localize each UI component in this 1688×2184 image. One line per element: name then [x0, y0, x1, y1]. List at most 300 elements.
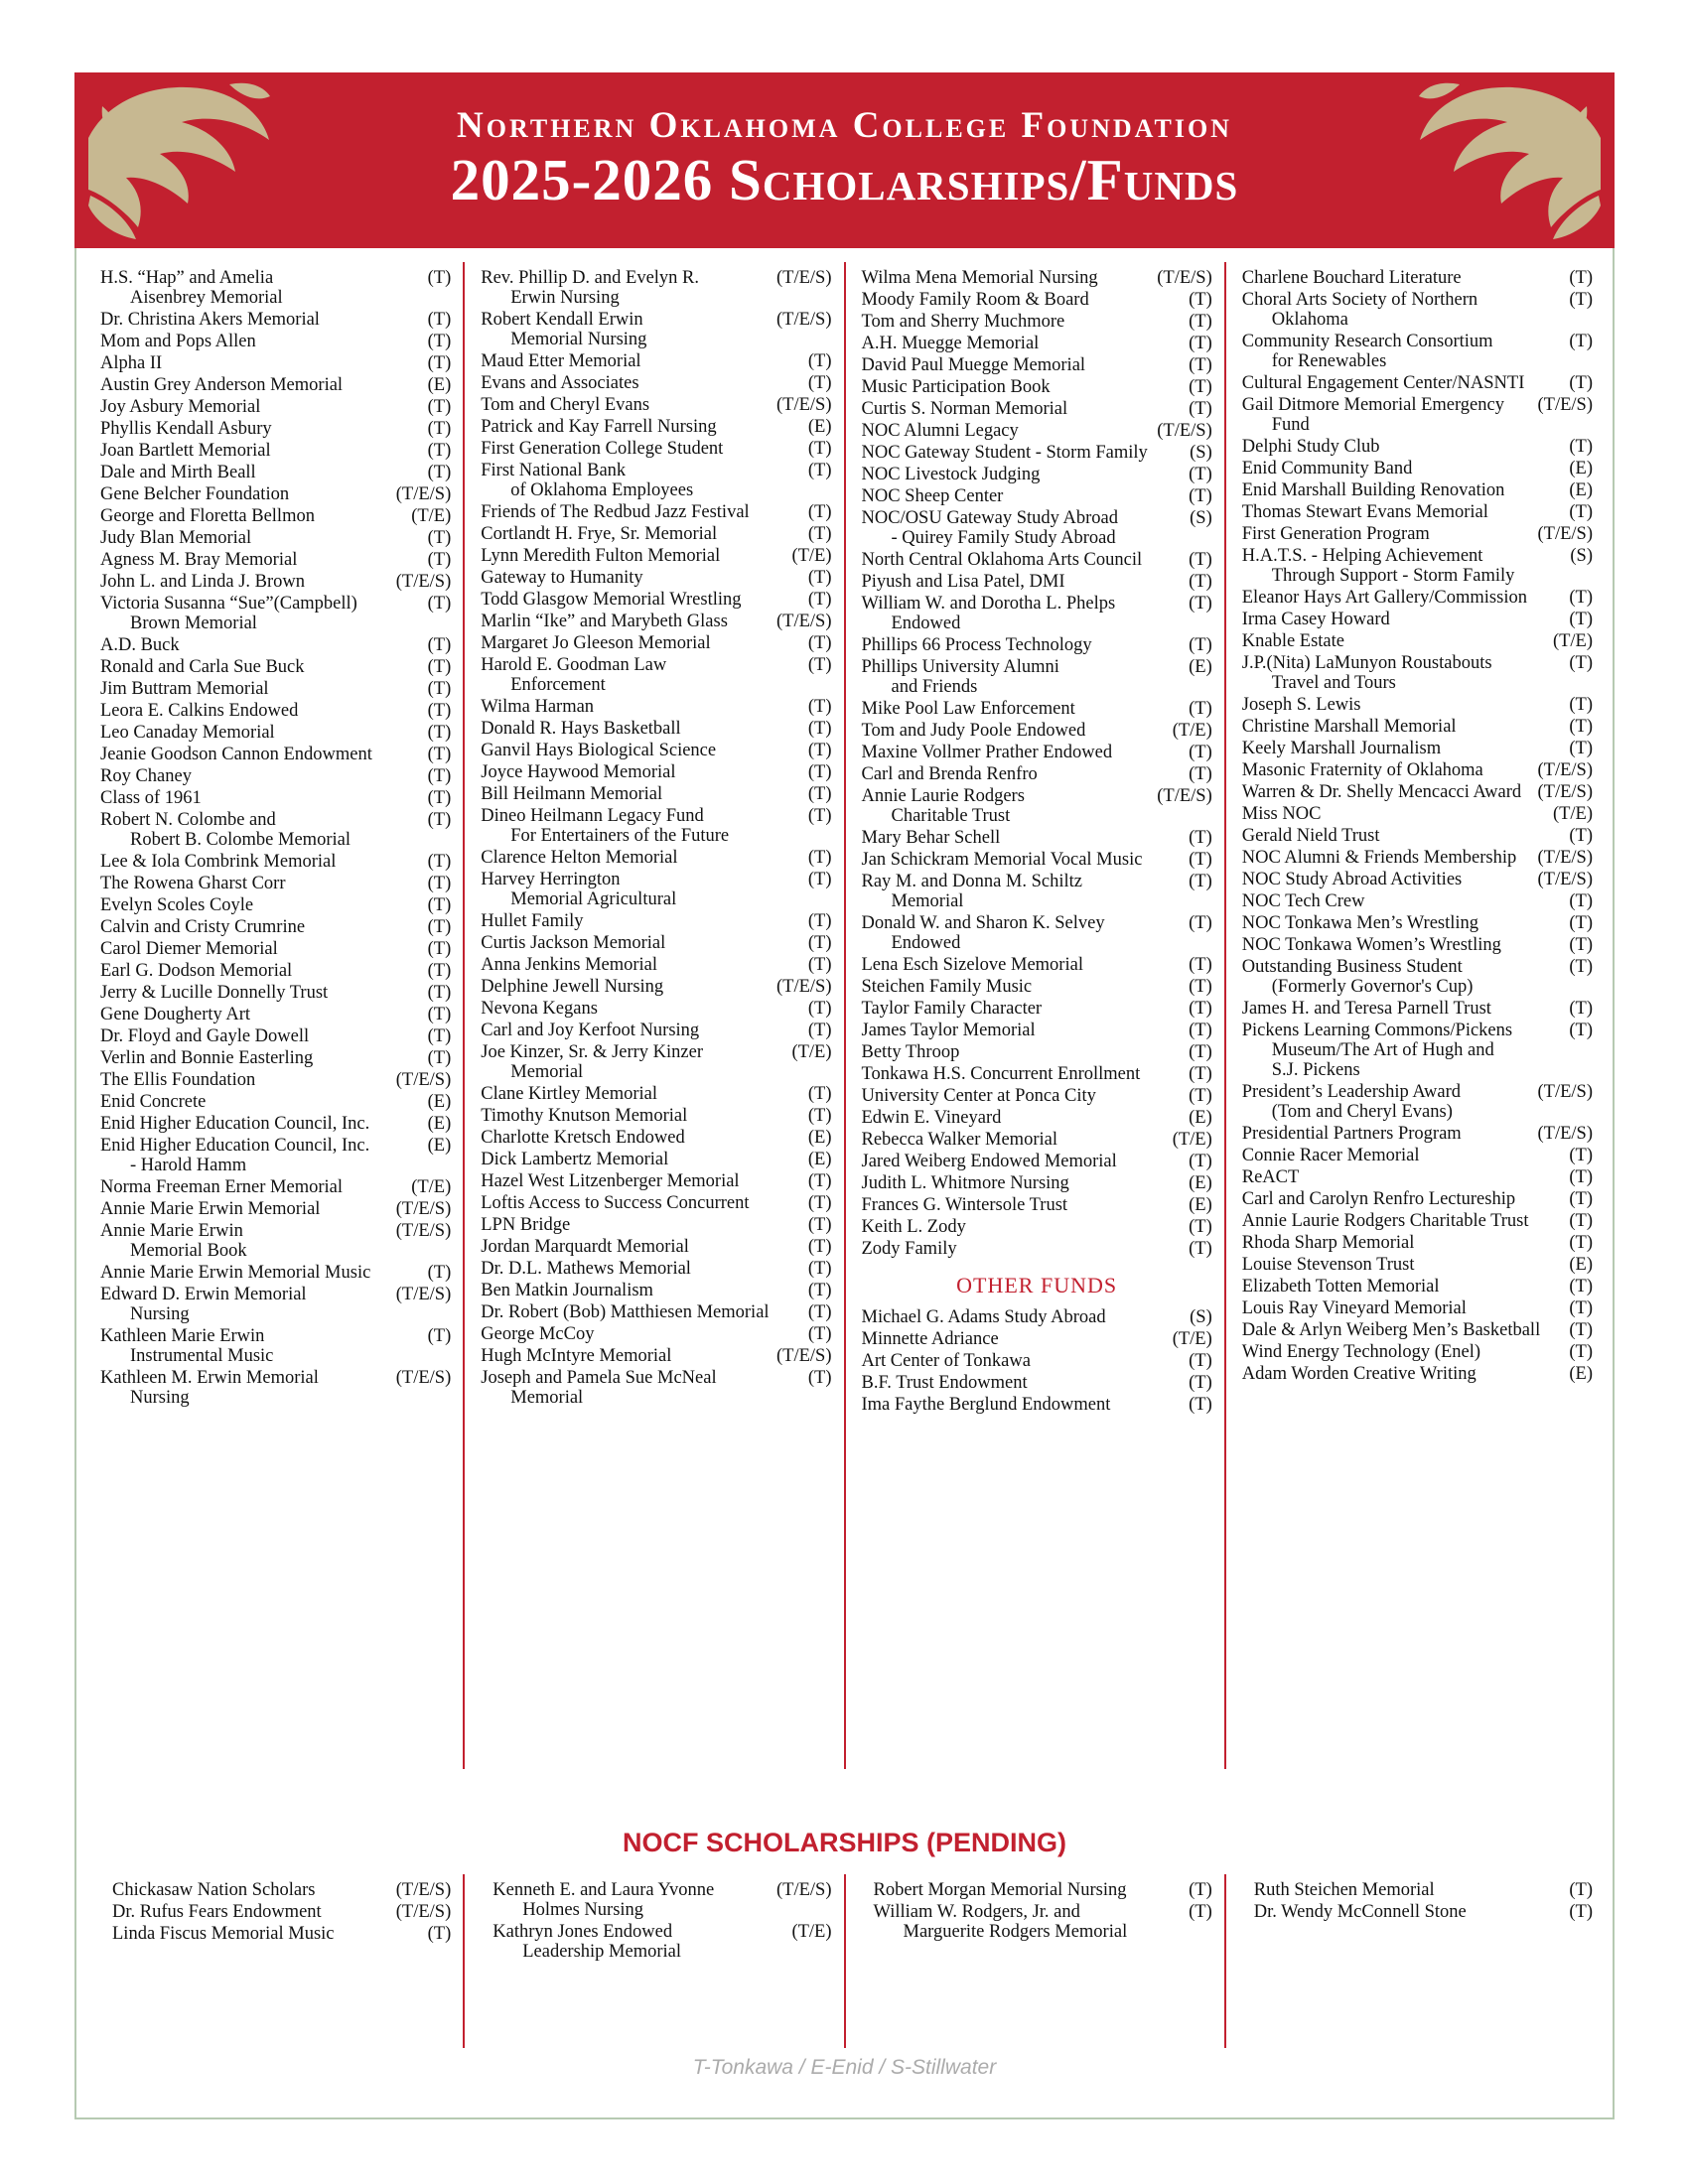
fund-entry-line	[862, 913, 1212, 933]
fund-entry	[100, 766, 451, 786]
fund-entry-line	[100, 1136, 451, 1156]
fund-name: Adam Worden Creative Writing	[1241, 1364, 1477, 1384]
fund-campus-code: (E)	[427, 1092, 452, 1112]
fund-entry	[1242, 1342, 1593, 1362]
fund-name: Clane Kirtley Memorial	[481, 1084, 658, 1104]
fund-entry	[1242, 695, 1593, 715]
fund-entry-line	[481, 1171, 831, 1191]
fund-entry	[1242, 848, 1593, 868]
fund-entry-line	[481, 502, 831, 522]
fund-name: Friends of The Redbud Jazz Festival	[481, 502, 750, 522]
fund-campus-code: (T)	[807, 848, 832, 868]
fund-entry-line	[1242, 935, 1593, 955]
fund-entry-line	[862, 743, 1212, 762]
funds-column	[844, 1874, 1224, 2048]
fund-entry-line	[481, 719, 831, 739]
fund-entry	[1242, 957, 1593, 997]
fund-name: Choral Arts Society of Northern	[1241, 290, 1478, 310]
fund-entry-line	[1242, 480, 1593, 500]
fund-entry	[100, 635, 451, 655]
fund-entry	[862, 1373, 1212, 1393]
fund-entry	[100, 1026, 451, 1046]
fund-campus-code: (T)	[427, 961, 452, 981]
fund-entry	[1242, 524, 1593, 544]
fund-entry	[1242, 546, 1593, 586]
fund-campus-code: (T)	[1569, 373, 1593, 393]
fund-entry-line	[862, 657, 1212, 677]
fund-name: Rev. Phillip D. and Evelyn R.	[481, 268, 700, 288]
fund-entry	[481, 1259, 831, 1279]
fund-entry-line	[874, 1902, 1212, 1922]
fund-campus-code: (T)	[807, 568, 832, 588]
fund-entry	[1242, 804, 1593, 824]
fund-entry-line	[1242, 957, 1593, 977]
fund-campus-code: (T)	[1189, 377, 1212, 397]
fund-entry-line	[100, 939, 451, 959]
fund-entry	[862, 913, 1212, 953]
fund-campus-code: (T)	[807, 911, 832, 931]
fund-entry	[100, 810, 451, 850]
fund-entry	[1242, 1298, 1593, 1318]
fund-campus-code: (T/E/S)	[776, 310, 832, 330]
fund-entry-line	[481, 439, 831, 459]
fund-entry-line	[862, 1217, 1212, 1237]
fund-entry	[481, 502, 831, 522]
fund-entry	[481, 1106, 831, 1126]
fund-name: First National Bank	[481, 461, 627, 480]
fund-entry	[1242, 1277, 1593, 1297]
ornament-left	[82, 78, 271, 242]
fund-name: William W. and Dorotha L. Phelps	[861, 594, 1116, 614]
fund-entry-line	[1242, 1277, 1593, 1297]
fund-entry	[100, 852, 451, 872]
fund-name: Hullet Family	[481, 911, 584, 931]
fund-name: Gene Dougherty Art	[100, 1005, 251, 1024]
fund-entry	[1242, 913, 1593, 933]
fund-entry-line	[1242, 1364, 1593, 1384]
fund-entry-line	[862, 268, 1212, 288]
fund-entry-line	[1242, 826, 1593, 846]
fund-entry	[1242, 332, 1593, 371]
fund-entry	[481, 568, 831, 588]
fund-name: Presidential Partners Program	[1241, 1124, 1462, 1144]
fund-entry-line	[1242, 1233, 1593, 1253]
fund-entry	[100, 1199, 451, 1219]
fund-name: Ganvil Hays Biological Science	[481, 741, 717, 760]
fund-campus-code: (T/E/S)	[776, 395, 832, 415]
fund-entry	[481, 1346, 831, 1366]
fund-name: Tonkawa H.S. Concurrent Enrollment	[861, 1064, 1141, 1084]
fund-name: NOC Tonkawa Men’s Wrestling	[1241, 913, 1479, 933]
fund-campus-code: (T)	[1189, 312, 1212, 332]
fund-entry-line	[481, 870, 831, 889]
fund-entry	[862, 850, 1212, 870]
fund-entry	[862, 1021, 1212, 1040]
fund-entry-line	[481, 955, 831, 975]
fund-entry	[481, 999, 831, 1019]
fund-entry-line	[481, 911, 831, 931]
fund-campus-code: (T/E/S)	[1537, 524, 1593, 544]
fund-campus-code: (T)	[427, 895, 452, 915]
fund-name: Harvey Herrington	[481, 870, 621, 889]
fund-entry-line	[862, 1373, 1212, 1393]
fund-name: Annie Marie Erwin Memorial Music	[100, 1263, 371, 1283]
fund-name: President’s Leadership Award	[1241, 1082, 1461, 1102]
fund-entry	[1242, 1211, 1593, 1231]
fund-campus-code: (T)	[807, 1106, 832, 1126]
fund-entry	[481, 1237, 831, 1257]
fund-name: Enid Marshall Building Renovation	[1241, 480, 1505, 500]
fund-entry-line	[100, 375, 451, 395]
fund-entry-line	[862, 764, 1212, 784]
fund-entry-line	[1242, 1211, 1593, 1231]
fund-campus-code: (T/E/S)	[1537, 1082, 1593, 1102]
fund-campus-code: (E)	[427, 1136, 452, 1156]
fund-name-continued: Memorial Agricultural	[510, 889, 677, 909]
fund-entry	[1242, 502, 1593, 522]
fund-name: North Central Oklahoma Arts Council	[861, 550, 1143, 570]
fund-entry-line	[112, 1880, 451, 1900]
fund-entry	[100, 1048, 451, 1068]
fund-name-continued: Leadership Memorial	[522, 1941, 682, 1962]
fund-name: Joseph S. Lewis	[1241, 695, 1361, 715]
fund-campus-code: (T)	[427, 810, 452, 830]
fund-name: Ben Matkin Journalism	[481, 1281, 653, 1300]
fund-campus-code: (T)	[427, 310, 452, 330]
fund-campus-code: (T)	[1189, 550, 1212, 570]
fund-entry-line	[1242, 631, 1593, 651]
fund-campus-code: (T)	[807, 762, 832, 782]
fund-entry-line	[1242, 1298, 1593, 1318]
fund-name: Cultural Engagement Center/NASNTI	[1241, 373, 1525, 393]
fund-entry	[862, 1108, 1212, 1128]
fund-entry	[100, 657, 451, 677]
fund-campus-code: (T/E)	[1172, 1130, 1212, 1150]
fund-name: Annie Marie Erwin Memorial	[100, 1199, 321, 1219]
fund-entry-line	[100, 1285, 451, 1304]
fund-entry	[100, 895, 451, 915]
fund-entry-line	[481, 351, 831, 371]
fund-name: Dale and Mirth Beall	[100, 463, 256, 482]
fund-entry-line	[100, 766, 451, 786]
fund-name: NOC/OSU Gateway Study Abroad	[861, 508, 1118, 528]
fund-name: Dr. Floyd and Gayle Dowell	[100, 1026, 310, 1046]
fund-campus-code: (T)	[1569, 1233, 1593, 1253]
fund-entry	[1242, 1189, 1593, 1209]
fund-entry-line	[1242, 1021, 1593, 1040]
fund-campus-code: (T/E/S)	[1157, 786, 1212, 806]
fund-entry-line	[481, 1237, 831, 1257]
fund-campus-code: (T)	[807, 741, 832, 760]
fund-entry-line	[862, 1195, 1212, 1215]
fund-name: Jordan Marquardt Memorial	[481, 1237, 689, 1257]
fund-campus-code: (T)	[1569, 739, 1593, 758]
fund-name: Lee & Iola Combrink Memorial	[100, 852, 337, 872]
fund-name-continued: Fund	[1271, 415, 1310, 435]
fund-campus-code: (T)	[427, 1026, 452, 1046]
fund-campus-code: (T)	[427, 766, 452, 786]
fund-name-continued: S.J. Pickens	[1271, 1060, 1360, 1080]
fund-name: Dr. Rufus Fears Endowment	[112, 1901, 322, 1922]
fund-name-continued: Erwin Nursing	[510, 288, 620, 308]
fund-entry-line	[100, 1092, 451, 1112]
fund-name: Jeanie Goodson Cannon Endowment	[100, 745, 372, 764]
fund-campus-code: (T/E/S)	[1537, 870, 1593, 889]
fund-name-continued: Museum/The Art of Hugh and	[1271, 1040, 1494, 1060]
fund-entry	[481, 697, 831, 717]
fund-campus-code: (T)	[427, 594, 452, 614]
fund-name: Jim Buttram Memorial	[100, 679, 269, 699]
fund-name: Ronald and Carla Sue Buck	[100, 657, 305, 677]
fund-entry-line	[100, 528, 451, 548]
fund-entry	[862, 764, 1212, 784]
fund-entry-line	[100, 310, 451, 330]
fund-campus-code: (T)	[427, 745, 452, 764]
fund-campus-code: (T)	[1189, 399, 1212, 419]
fund-name: Ruth Steichen Memorial	[1253, 1879, 1435, 1900]
fund-campus-code: (T)	[1569, 1342, 1593, 1362]
fund-name: Gail Ditmore Memorial Emergency	[1241, 395, 1504, 415]
fund-name: B.F. Trust Endowment	[861, 1373, 1028, 1394]
fund-name: Michael G. Adams Study Abroad	[861, 1307, 1106, 1328]
fund-entry	[481, 955, 831, 975]
fund-entry	[862, 594, 1212, 633]
fund-entry-line	[100, 419, 451, 439]
fund-campus-code: (T)	[1189, 1901, 1212, 1922]
fund-campus-code: (T)	[1569, 1901, 1593, 1922]
fund-campus-code: (E)	[427, 1114, 452, 1134]
fund-entry	[1242, 782, 1593, 802]
header-banner	[74, 72, 1615, 248]
fund-entry	[481, 655, 831, 695]
fund-entry	[492, 1922, 831, 1962]
fund-name: Anna Jenkins Memorial	[481, 955, 658, 975]
fund-entry	[862, 1173, 1212, 1193]
fund-name-continued: Endowed	[891, 614, 961, 633]
fund-name-continued: Charitable Trust	[891, 806, 1011, 826]
fund-name-continued: - Quirey Family Study Abroad	[891, 528, 1116, 548]
fund-name: Steichen Family Music	[861, 977, 1033, 997]
fund-campus-code: (T)	[1569, 1189, 1593, 1209]
fund-name: Jan Schickram Memorial Vocal Music	[861, 850, 1143, 870]
fund-entry-line	[481, 999, 831, 1019]
fund-campus-code: (T)	[807, 719, 832, 739]
fund-entry-line	[1242, 588, 1593, 608]
fund-name: James Taylor Memorial	[861, 1021, 1036, 1040]
fund-campus-code: (T)	[807, 1368, 832, 1388]
fund-campus-code: (T)	[427, 657, 452, 677]
fund-campus-code: (T)	[1189, 572, 1212, 592]
fund-entry-line	[100, 788, 451, 808]
fund-campus-code: (T)	[1189, 1021, 1212, 1040]
fund-campus-code: (T)	[1569, 957, 1593, 977]
fund-entry	[481, 1193, 831, 1213]
fund-entry	[862, 572, 1212, 592]
fund-entry-line	[481, 395, 831, 415]
fund-name: Joy Asbury Memorial	[100, 397, 261, 417]
fund-entry	[481, 524, 831, 544]
fund-entry	[862, 1217, 1212, 1237]
fund-name: Norma Freeman Erner Memorial	[100, 1177, 344, 1197]
fund-campus-code: (T)	[427, 353, 452, 373]
fund-entry-line	[100, 810, 451, 830]
fund-name: Enid Higher Education Council, Inc.	[100, 1114, 370, 1134]
fund-entry	[1242, 1082, 1593, 1122]
fund-entry	[100, 723, 451, 743]
fund-name: Cortlandt H. Frye, Sr. Memorial	[481, 524, 718, 544]
fund-campus-code: (E)	[1569, 1255, 1593, 1275]
header-title: 2025-2026 Scholarships/Funds	[450, 147, 1239, 213]
fund-entry-line	[481, 1302, 831, 1322]
fund-campus-code: (T)	[1189, 743, 1212, 762]
fund-campus-code: (T)	[807, 955, 832, 975]
fund-campus-code: (T)	[1189, 1042, 1212, 1062]
fund-name: John L. and Linda J. Brown	[100, 572, 306, 592]
fund-entry	[862, 977, 1212, 997]
fund-entry-line	[862, 1021, 1212, 1040]
fund-entry	[100, 983, 451, 1003]
fund-entry-line	[481, 1128, 831, 1148]
fund-entry-line	[862, 399, 1212, 419]
fund-name-continued: Memorial	[510, 1062, 584, 1082]
fund-entry	[1242, 1233, 1593, 1253]
fund-name: Louis Ray Vineyard Memorial	[1241, 1298, 1467, 1318]
fund-entry-line	[1254, 1880, 1593, 1900]
fund-entry-line	[862, 721, 1212, 741]
fund-name: Class of 1961	[100, 788, 202, 808]
fund-campus-code: (T)	[807, 784, 832, 804]
fund-entry	[874, 1880, 1212, 1900]
fund-campus-code: (T)	[1189, 465, 1212, 484]
fund-name: Edwin E. Vineyard	[861, 1108, 1002, 1128]
fund-campus-code: (T)	[1569, 1021, 1593, 1040]
fund-name: Curtis Jackson Memorial	[481, 933, 666, 953]
fund-name: Robert Morgan Memorial Nursing	[873, 1879, 1127, 1900]
fund-entry-line	[100, 1368, 451, 1388]
fund-entry-line	[862, 786, 1212, 806]
fund-campus-code: (T/E)	[791, 1921, 832, 1942]
fund-entry-line	[862, 1086, 1212, 1106]
fund-entry-line	[100, 635, 451, 655]
fund-entry-line	[862, 1239, 1212, 1259]
fund-entry	[481, 1324, 831, 1344]
fund-entry	[862, 1152, 1212, 1171]
fund-campus-code: (T/E/S)	[1537, 395, 1593, 415]
fund-campus-code: (T)	[1569, 1298, 1593, 1318]
fund-name: Jared Weiberg Endowed Memorial	[861, 1152, 1117, 1171]
fund-entry	[481, 1171, 831, 1191]
fund-name: Elizabeth Totten Memorial	[1241, 1277, 1440, 1297]
fund-entry-line	[100, 679, 451, 699]
fund-campus-code: (T)	[1569, 502, 1593, 522]
fund-entry-line	[481, 1150, 831, 1169]
fund-entry-line	[100, 550, 451, 570]
fund-name: Rebecca Walker Memorial	[861, 1130, 1057, 1150]
fund-name: Taylor Family Character	[861, 999, 1043, 1019]
fund-entry-line	[481, 1346, 831, 1366]
fund-entry-line	[1242, 332, 1593, 351]
fund-entry	[1242, 739, 1593, 758]
fund-entry	[1242, 290, 1593, 330]
fund-entry	[481, 719, 831, 739]
fund-name: Leora E. Calkins Endowed	[100, 701, 299, 721]
fund-campus-code: (T)	[1569, 1211, 1593, 1231]
fund-campus-code: (T/E)	[1552, 631, 1593, 651]
funds-column	[84, 262, 463, 1769]
fund-entry	[1242, 1320, 1593, 1340]
fund-entry	[862, 486, 1212, 506]
fund-entry-line	[862, 312, 1212, 332]
fund-entry	[862, 1307, 1212, 1327]
fund-campus-code: (T)	[807, 351, 832, 371]
fund-campus-code: (T)	[427, 441, 452, 461]
fund-campus-code: (T)	[1569, 695, 1593, 715]
fund-name: Hazel West Litzenberger Memorial	[481, 1171, 740, 1191]
fund-entry-line	[100, 484, 451, 504]
fund-entry	[100, 528, 451, 548]
fund-entry	[1242, 935, 1593, 955]
fund-campus-code: (T)	[807, 1215, 832, 1235]
fund-campus-code: (T)	[1189, 1239, 1212, 1259]
fund-entry	[1242, 610, 1593, 629]
fund-entry	[862, 721, 1212, 741]
fund-name-continued: Endowed	[891, 933, 961, 953]
fund-entry-line	[100, 657, 451, 677]
fund-entry	[1242, 870, 1593, 889]
fund-entry-line	[481, 933, 831, 953]
fund-entry	[862, 550, 1212, 570]
fund-entry	[862, 743, 1212, 762]
fund-campus-code: (T)	[1189, 1064, 1212, 1084]
fund-name: Charlene Bouchard Literature	[1241, 268, 1462, 288]
fund-name: Dr. Christina Akers Memorial	[100, 310, 320, 330]
fund-entry-line	[100, 1026, 451, 1046]
fund-entry-line	[100, 852, 451, 872]
fund-entry-line	[1242, 290, 1593, 310]
fund-name-continued: for Renewables	[1271, 351, 1387, 371]
fund-entry-line	[481, 1084, 831, 1104]
fund-entry-line	[481, 1021, 831, 1040]
fund-name: Mom and Pops Allen	[100, 332, 256, 351]
fund-entry-line	[1242, 437, 1593, 457]
fund-entry-line	[492, 1880, 831, 1900]
fund-entry-line	[862, 421, 1212, 441]
fund-campus-code: (T/E/S)	[395, 1199, 452, 1219]
fund-campus-code: (T)	[1569, 1146, 1593, 1165]
fund-campus-code: (T)	[807, 1324, 832, 1344]
fund-entry-line	[100, 1221, 451, 1241]
funds-column	[463, 262, 843, 1769]
fund-name-continued: Memorial Book	[130, 1241, 247, 1261]
fund-name: Annie Laurie Rodgers	[861, 786, 1025, 806]
fund-entry	[1242, 1146, 1593, 1165]
fund-name: Christine Marshall Memorial	[1241, 717, 1457, 737]
fund-entry-line	[481, 1193, 831, 1213]
fund-name: Wilma Mena Memorial Nursing	[861, 268, 1098, 288]
fund-campus-code: (T)	[1569, 588, 1593, 608]
fund-entry	[100, 441, 451, 461]
fund-name: Leo Canaday Memorial	[100, 723, 275, 743]
fund-entry-line	[481, 655, 831, 675]
fund-entry	[1242, 1124, 1593, 1144]
fund-name: Annie Marie Erwin	[100, 1221, 243, 1241]
fund-campus-code: (T)	[1569, 268, 1593, 288]
fund-entry-line	[100, 1199, 451, 1219]
fund-entry	[862, 290, 1212, 310]
fund-campus-code: (T)	[807, 461, 832, 480]
fund-entry	[100, 594, 451, 633]
other-funds-heading: OTHER FUNDS	[956, 1273, 1118, 1297]
